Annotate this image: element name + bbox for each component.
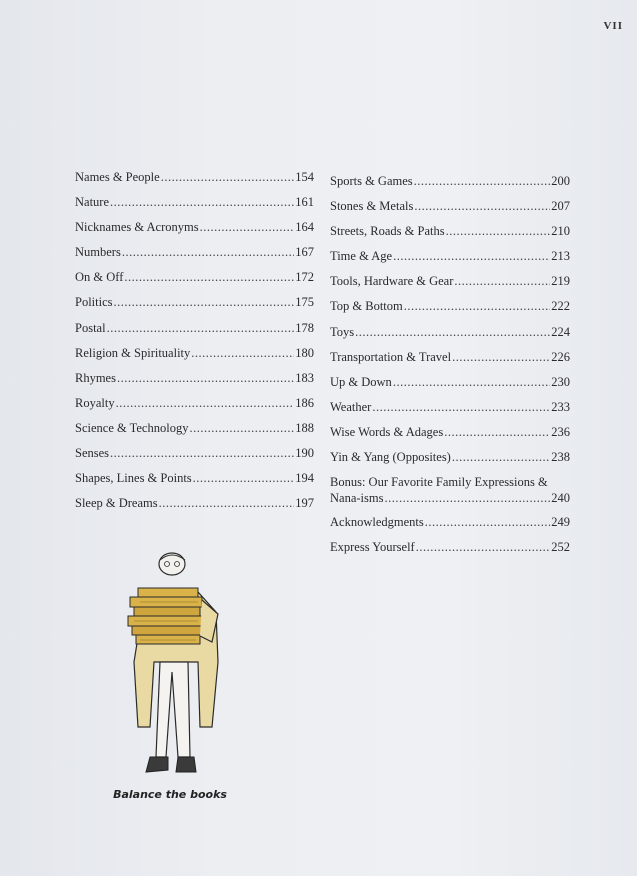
toc-entry-title: Express Yourself [330, 540, 415, 555]
dot-leader [452, 349, 550, 365]
toc-entry-title: Nature [75, 195, 110, 210]
toc-entry-page: 161 [295, 195, 314, 210]
toc-entry[interactable] [330, 399, 570, 424]
toc-entry-title: Toys [330, 324, 355, 339]
toc-entry-page: 164 [295, 220, 314, 235]
toc-entry-title: Politics [75, 295, 113, 310]
toc-entry-page: 172 [295, 270, 314, 285]
toc-entry[interactable] [75, 244, 314, 269]
toc-entry-title: Sleep & Dreams [75, 496, 158, 511]
toc-entry[interactable] [330, 324, 570, 349]
toc-entry-page: 197 [295, 496, 314, 511]
toc-entry[interactable] [330, 424, 570, 449]
dot-leader [446, 223, 551, 239]
toc-entry[interactable] [75, 269, 314, 294]
dot-leader [452, 449, 550, 465]
toc-entry[interactable] [75, 395, 314, 420]
toc-entry[interactable] [75, 495, 314, 520]
toc-entry-title: Transportation & Travel [330, 349, 452, 364]
toc-entry-page: 167 [295, 245, 314, 260]
toc-entry[interactable] [75, 219, 314, 244]
toc-entry-title: Yin & Yang (Opposites) [330, 450, 451, 465]
dot-leader [110, 194, 294, 210]
toc-entry[interactable] [330, 514, 570, 539]
toc-entry-page: 200 [551, 174, 570, 188]
toc-entry-page: 224 [551, 324, 570, 339]
toc-entry-page: 213 [551, 249, 570, 264]
toc-entry-page: 222 [551, 299, 570, 314]
toc-entry-title: Religion & Spirituality [75, 345, 191, 360]
toc-entry[interactable] [75, 420, 314, 445]
toc-entry-title: Names & People [75, 170, 160, 184]
toc-entry-title: Wise Words & Adages [330, 424, 444, 439]
toc-entry-title: Numbers [75, 245, 121, 260]
toc-entry-page: 183 [295, 370, 314, 385]
toc-entry-title: Acknowledgments [330, 515, 424, 530]
dot-leader [355, 324, 550, 340]
toc-entry-page: 230 [551, 374, 570, 389]
toc-entry-page: 252 [551, 540, 570, 555]
toc-entry-page: 233 [551, 399, 570, 414]
toc-entry-title: Streets, Roads & Paths [330, 224, 445, 239]
toc-entry-bonus[interactable] [330, 474, 570, 514]
dot-leader [454, 273, 550, 289]
dot-leader [122, 244, 294, 260]
dot-leader [444, 424, 550, 440]
toc-entry[interactable] [75, 169, 314, 194]
toc-entry-page: 175 [295, 295, 314, 310]
dot-leader [124, 269, 294, 285]
toc-entry-page: 210 [551, 224, 570, 239]
toc-entry-title: Senses [75, 446, 110, 461]
dot-leader [117, 370, 294, 386]
dot-leader [384, 490, 550, 506]
dot-leader [114, 294, 295, 310]
dot-leader [414, 173, 551, 189]
toc-entry-page: 180 [295, 345, 314, 360]
toc-entry-title: Stones & Metals [330, 199, 414, 214]
dot-leader [107, 320, 295, 336]
man-carrying-books-icon [120, 552, 230, 782]
toc-right-column [330, 173, 570, 564]
toc-entry-page: 238 [551, 450, 570, 465]
dot-leader [393, 374, 550, 390]
toc-entry[interactable] [75, 470, 314, 495]
toc-entry-bonus-line1: Bonus: Our Favorite Family Expressions & [330, 475, 548, 490]
dot-leader [393, 248, 550, 264]
dot-leader [416, 539, 551, 555]
dot-leader [372, 399, 550, 415]
dot-leader [161, 169, 295, 185]
toc-entry[interactable] [75, 194, 314, 219]
toc-entry-page: 186 [295, 395, 314, 410]
toc-entry-title: Rhymes [75, 370, 116, 385]
toc-entry-bonus-line2: Nana-isms [330, 491, 384, 506]
toc-entry-title: Postal [75, 320, 106, 335]
toc-entry-title: Top & Bottom [330, 299, 403, 314]
toc-entry[interactable] [330, 198, 570, 223]
toc-entry-page: 226 [551, 349, 570, 364]
dot-leader [425, 514, 551, 530]
toc-entry-bonus-page: 240 [551, 491, 570, 506]
toc-entry[interactable] [330, 349, 570, 374]
toc-entry[interactable] [330, 223, 570, 248]
dot-leader [189, 420, 294, 436]
toc-entry[interactable] [330, 449, 570, 474]
toc-entry-title: Up & Down [330, 374, 392, 389]
toc-entry[interactable] [75, 445, 314, 470]
dot-leader [200, 219, 295, 235]
toc-entry-page: 219 [551, 274, 570, 289]
toc-entry-page: 178 [295, 320, 314, 335]
toc-entry[interactable] [75, 370, 314, 395]
dot-leader [414, 198, 550, 214]
toc-entry-title: Weather [330, 399, 372, 414]
dot-leader [193, 470, 295, 486]
toc-entry[interactable] [330, 248, 570, 273]
toc-entry-title: Shapes, Lines & Points [75, 471, 192, 486]
toc-entry-page: 207 [551, 199, 570, 214]
dot-leader [404, 298, 551, 314]
toc-entry[interactable] [330, 298, 570, 323]
toc-entry[interactable] [75, 345, 314, 370]
illustration-caption: Balance the books [113, 788, 227, 801]
toc-left-column [75, 169, 314, 520]
toc-entry-title: Royalty [75, 395, 115, 410]
toc-entry-page: 154 [295, 170, 314, 184]
toc-entry-title: Time & Age [330, 249, 393, 264]
toc-entry-title: Sports & Games [330, 174, 413, 188]
dot-leader [159, 495, 295, 511]
page-number: VII [603, 20, 623, 32]
dot-leader [116, 395, 295, 411]
toc-entry[interactable] [75, 294, 314, 319]
toc-entry-page: 190 [295, 446, 314, 461]
dot-leader [191, 345, 294, 361]
toc-entry-title: Science & Technology [75, 420, 189, 435]
toc-entry[interactable] [330, 273, 570, 298]
toc-entry[interactable] [330, 173, 570, 198]
toc-entry-page: 188 [295, 420, 314, 435]
toc-entry[interactable] [330, 539, 570, 564]
toc-entry[interactable] [75, 320, 314, 345]
toc-entry-title: On & Off [75, 270, 124, 285]
toc-entry[interactable] [330, 374, 570, 399]
toc-entry-page: 249 [551, 515, 570, 530]
toc-entry-page: 194 [295, 471, 314, 486]
toc-entry-title: Tools, Hardware & Gear [330, 274, 454, 289]
toc-entry-title: Nicknames & Acronyms [75, 220, 199, 235]
dot-leader [110, 445, 294, 461]
toc-entry-page: 236 [551, 424, 570, 439]
